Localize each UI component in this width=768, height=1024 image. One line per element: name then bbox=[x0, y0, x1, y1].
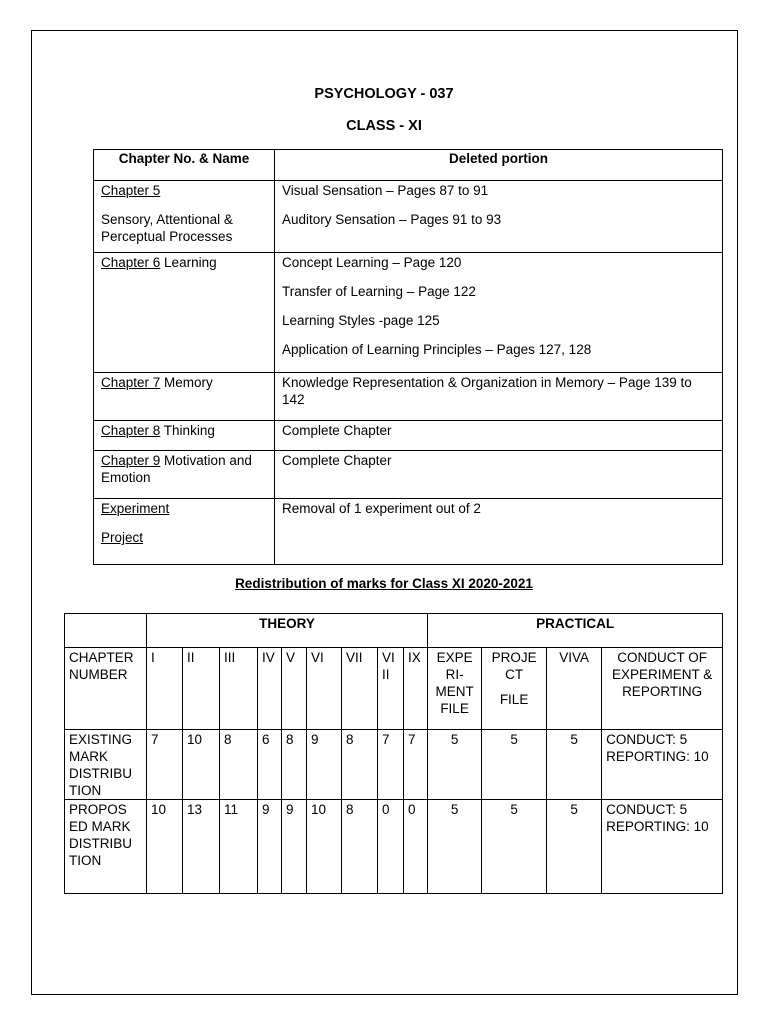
mark-cell: 7 bbox=[378, 730, 404, 800]
chapter-cell bbox=[94, 451, 275, 499]
deleted-item: Complete Chapter bbox=[282, 453, 392, 468]
mark-cell: 5 bbox=[482, 730, 547, 800]
project-file-line-2: FILE bbox=[499, 692, 529, 707]
mark-cell: 0 bbox=[378, 800, 404, 894]
mark-cell: 9 bbox=[282, 800, 307, 894]
table-row bbox=[94, 421, 723, 451]
blank-cell bbox=[65, 614, 147, 648]
header-chapter: Chapter No. & Name bbox=[94, 150, 275, 181]
chapter-ref: Chapter 5 bbox=[101, 183, 161, 198]
deleted-cell bbox=[275, 181, 723, 253]
deleted-item: Learning Styles -page 125 bbox=[282, 313, 440, 328]
chapter-number: VI II bbox=[378, 648, 404, 730]
chapter-cell bbox=[94, 253, 275, 373]
mark-cell: 13 bbox=[183, 800, 220, 894]
deleted-item: Auditory Sensation – Pages 91 to 93 bbox=[282, 212, 502, 227]
mark-cell: 0 bbox=[404, 800, 428, 894]
chapter-ref: Chapter 9 bbox=[101, 453, 161, 468]
chapter-name: Motivation and Emotion bbox=[101, 453, 252, 485]
experiment-file-header: EXPE RI- MENT FILE bbox=[428, 648, 482, 730]
mark-cell: 9 bbox=[307, 730, 342, 800]
chapter-number: VII bbox=[342, 648, 378, 730]
mark-cell: 5 bbox=[482, 800, 547, 894]
table-row bbox=[65, 800, 723, 894]
deleted-cell bbox=[275, 373, 723, 421]
deleted-cell bbox=[275, 451, 723, 499]
mark-cell: 11 bbox=[220, 800, 258, 894]
table-row bbox=[94, 373, 723, 421]
row-label: PROPOS ED MARK DISTRIBU TION bbox=[65, 800, 147, 894]
chapter-number: V bbox=[282, 648, 307, 730]
conduct-header: CONDUCT OF EXPERIMENT & REPORTING bbox=[602, 648, 723, 730]
practical-header: PRACTICAL bbox=[428, 614, 723, 648]
deleted-item: Removal of 1 experiment out of 2 bbox=[282, 501, 481, 516]
deleted-item: Complete Chapter bbox=[282, 423, 392, 438]
deleted-cell bbox=[275, 253, 723, 373]
chapter-ref: Chapter 8 bbox=[101, 423, 161, 438]
chapter-name: Memory bbox=[160, 375, 213, 390]
deleted-item: Knowledge Representation & Organization in Memory – Page 139 to 142 bbox=[282, 375, 692, 407]
mark-cell: 10 bbox=[147, 800, 183, 894]
chapter-number: IV bbox=[258, 648, 282, 730]
mark-cell: 5 bbox=[547, 800, 602, 894]
chapter-ref: Chapter 6 bbox=[101, 255, 161, 270]
chapter-number: II bbox=[183, 648, 220, 730]
chapter-number: VI bbox=[307, 648, 342, 730]
document-title: PSYCHOLOGY - 037 bbox=[314, 86, 454, 102]
deleted-item: Application of Learning Principles – Pages 127, 128 bbox=[282, 342, 592, 357]
marks-distribution-table bbox=[64, 613, 723, 894]
mark-cell: 7 bbox=[147, 730, 183, 800]
theory-header: THEORY bbox=[147, 614, 428, 648]
chapter-number: I bbox=[147, 648, 183, 730]
deleted-cell bbox=[275, 421, 723, 451]
section-heading: Redistribution of marks for Class XI 2020-2021 bbox=[235, 576, 533, 591]
mark-cell: 8 bbox=[220, 730, 258, 800]
table-row bbox=[94, 253, 723, 373]
table-row bbox=[65, 648, 723, 730]
mark-cell: 5 bbox=[428, 730, 482, 800]
deleted-cell bbox=[275, 499, 723, 565]
experiment-ref: Experiment bbox=[101, 501, 170, 516]
row-label-header: CHAPTER NUMBER bbox=[65, 648, 147, 730]
table-row bbox=[94, 499, 723, 565]
deleted-item: Concept Learning – Page 120 bbox=[282, 255, 462, 270]
chapter-ref: Chapter 7 bbox=[101, 375, 161, 390]
table-row bbox=[65, 614, 723, 648]
deleted-item: Transfer of Learning – Page 122 bbox=[282, 284, 476, 299]
conduct-cell: CONDUCT: 5 REPORTING: 10 bbox=[602, 730, 723, 800]
table-row bbox=[94, 451, 723, 499]
mark-cell: 8 bbox=[342, 800, 378, 894]
mark-cell: 5 bbox=[547, 730, 602, 800]
row-label: EXISTING MARK DISTRIBU TION bbox=[65, 730, 147, 800]
chapter-name: Sensory, Attentional & Perceptual Processes bbox=[101, 212, 233, 244]
conduct-cell: CONDUCT: 5 REPORTING: 10 bbox=[602, 800, 723, 894]
table-row bbox=[94, 181, 723, 253]
mark-cell: 10 bbox=[307, 800, 342, 894]
mark-cell: 8 bbox=[282, 730, 307, 800]
deleted-item: Visual Sensation – Pages 87 to 91 bbox=[282, 183, 489, 198]
deleted-portion-table bbox=[93, 149, 723, 565]
header-deleted-portion: Deleted portion bbox=[275, 150, 723, 181]
chapter-number: III bbox=[220, 648, 258, 730]
mark-cell: 7 bbox=[404, 730, 428, 800]
project-ref: Project bbox=[101, 530, 144, 545]
chapter-cell bbox=[94, 373, 275, 421]
mark-cell: 10 bbox=[183, 730, 220, 800]
chapter-name: Thinking bbox=[160, 423, 215, 438]
project-file-header bbox=[482, 648, 547, 730]
chapter-name: Learning bbox=[160, 255, 217, 270]
chapter-number: IX bbox=[404, 648, 428, 730]
mark-cell: 5 bbox=[428, 800, 482, 894]
project-file-line-1: PROJE CT bbox=[491, 650, 537, 682]
viva-header: VIVA bbox=[547, 648, 602, 730]
table-row bbox=[65, 730, 723, 800]
chapter-cell bbox=[94, 499, 275, 565]
chapter-cell bbox=[94, 181, 275, 253]
mark-cell: 6 bbox=[258, 730, 282, 800]
chapter-cell bbox=[94, 421, 275, 451]
mark-cell: 8 bbox=[342, 730, 378, 800]
document-subtitle: CLASS - XI bbox=[346, 118, 422, 134]
mark-cell: 9 bbox=[258, 800, 282, 894]
